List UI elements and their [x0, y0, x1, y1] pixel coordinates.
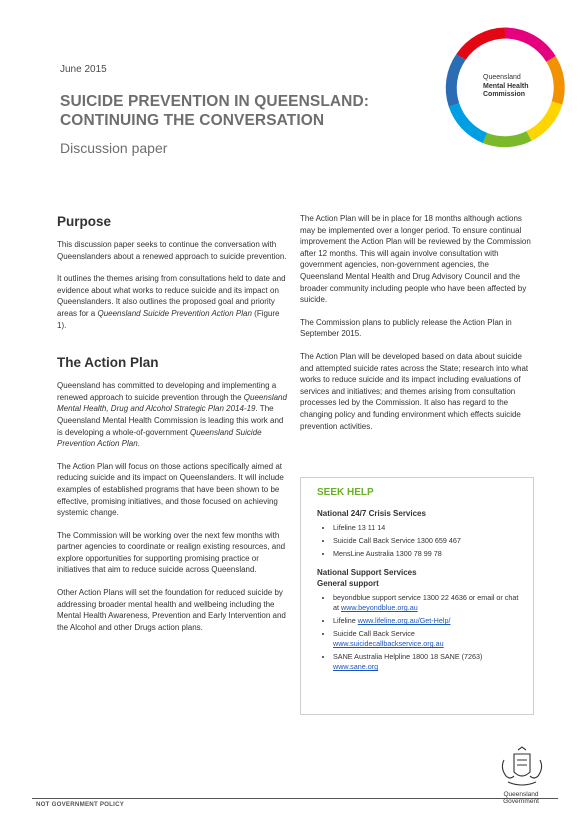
action-plan-paragraph-2: The Action Plan will focus on those actions specifically aimed at reducing suicide and its impact on Queenslanders. It will include examples of established programs that have been shown to be effective, promising initiatives, and those focused on achieving systemic change.: [57, 461, 284, 518]
support-services-heading: National Support Services: [317, 568, 417, 577]
sane-link[interactable]: www.sane.org: [333, 662, 379, 671]
action-plan-paragraph-3: The Commission will be working over the next few months with partner agencies to coordinate or realign existing resources, and explore opportunities for supporting promising practice or initiatives that aim to reduce suicide across Queensland.: [57, 530, 286, 575]
list-item: [333, 593, 523, 613]
gov-line-2: Government: [503, 798, 539, 805]
support-services-list: [317, 593, 523, 672]
right-paragraph-3: The Action Plan will be developed based on data about suicide and attempted suicide rates across the State; research into what works to reduce suicide and its impact including evaluations of services and initiatives; and themes arising from consultation processes led by the Commission. It also has regard to the changing policy and funding environment which effects suicide prevention activities.: [300, 351, 529, 431]
action-plan-paragraph-4: Other Action Plans will set the foundation for reduced suicide by addressing broader mental health and wellbeing including the Mental Health Awareness, Prevention and Early Intervention and the Alcohol and other Drugs action plans.: [57, 588, 286, 632]
ap-p1-a: Queensland has committed to developing and implementing a renewed approach to suicide prevention through the: [57, 381, 277, 402]
ap-p1-italic: Queensland Mental Health, Drug and Alcohol Strategic Plan 2014-19: [57, 392, 287, 414]
right-paragraph-1: The Action Plan will be in place for 18 months although actions may be implemented over a longer period. To ensure continual improvement the Action Plan will be reviewed by the Commission after 12 months. This will again involve consultation with government agencies, non-government agencies, the Queensland Mental Health and Drug Advisory Council and the broader community including people who have been affected by suicide.: [300, 214, 531, 305]
document-subtitle: Discussion paper: [60, 140, 168, 156]
seek-help-box: [300, 477, 534, 715]
right-paragraph-2: The Commission plans to publicly release the Action Plan in September 2015.: [300, 317, 512, 339]
list-item: [333, 616, 523, 626]
gov-line-1: Queensland: [503, 791, 539, 798]
list-item: [333, 652, 523, 672]
purpose-paragraph-2: [57, 273, 287, 331]
logo-line-3: Commission: [483, 91, 526, 98]
scbs-text: Suicide Call Back Service: [333, 629, 415, 638]
list-item: • Lifeline 13 11 14: [333, 523, 523, 533]
crisis-services-list: [317, 523, 523, 559]
ap-p1-b: . The Queensland Mental Health Commission is leading this work and is developing a whole-of-government: [57, 404, 284, 437]
list-item: • MensLine Australia 1300 78 99 78: [333, 549, 523, 559]
sane-text: SANE Australia Helpline 1800 18 SANE (7263): [333, 652, 483, 661]
purpose-p2-italic: Queensland Suicide Prevention Action Plan: [97, 308, 252, 318]
seek-help-title: SEEK HELP: [317, 487, 374, 498]
purpose-p2-text: It outlines the themes arising from consultations held to date and evidence about what works to reduce suicide and its impact on Queenslanders. It also outlines the proposed goal and priority areas for a: [57, 274, 286, 318]
logo-line-2: Mental Health: [483, 82, 529, 90]
title-line-1: SUICIDE PREVENTION IN QUEENSLAND:: [60, 93, 370, 110]
footer-divider: [32, 798, 558, 799]
ap-p1-c: .: [137, 439, 140, 449]
ap-p1-italic-2: Queensland Suicide Prevention Action Plan: [57, 427, 262, 449]
crisis-services-heading: National 24/7 Crisis Services: [317, 509, 426, 518]
general-support-subheading: General support: [317, 579, 379, 588]
footer-label: NOT GOVERNMENT POLICY: [36, 801, 125, 808]
government-wordmark: [499, 791, 543, 805]
purpose-p2-end: (Figure 1).: [57, 308, 280, 330]
action-plan-paragraph-1: [57, 380, 287, 450]
purpose-paragraph-1: This discussion paper seeks to continue the conversation with Queenslanders about a renewed approach to suicide prevention.: [57, 240, 287, 261]
right-column: [300, 213, 534, 443]
action-plan-heading: The Action Plan: [57, 355, 159, 371]
document-title: [60, 92, 369, 130]
purpose-heading: Purpose: [57, 214, 112, 229]
scbs-link[interactable]: www.suicidecallbackservice.org.au: [333, 639, 444, 648]
beyondblue-text: beyondblue support service 1300 22 4636 or email or chat at: [333, 593, 519, 612]
left-column: [57, 214, 287, 644]
lifeline-text: Lifeline: [333, 616, 358, 625]
list-item: [333, 629, 523, 649]
logo-line-1: Queensland: [483, 74, 521, 81]
logo-wordmark: [483, 74, 529, 100]
list-item: • Suicide Call Back Service 1300 659 467: [333, 536, 523, 546]
beyondblue-link[interactable]: www.beyondblue.org.au: [341, 603, 418, 612]
lifeline-link[interactable]: www.lifeline.org.au/Get-Help/: [357, 616, 451, 625]
title-line-2: CONTINUING THE CONVERSATION: [60, 112, 325, 129]
document-date: June 2015: [60, 64, 107, 75]
